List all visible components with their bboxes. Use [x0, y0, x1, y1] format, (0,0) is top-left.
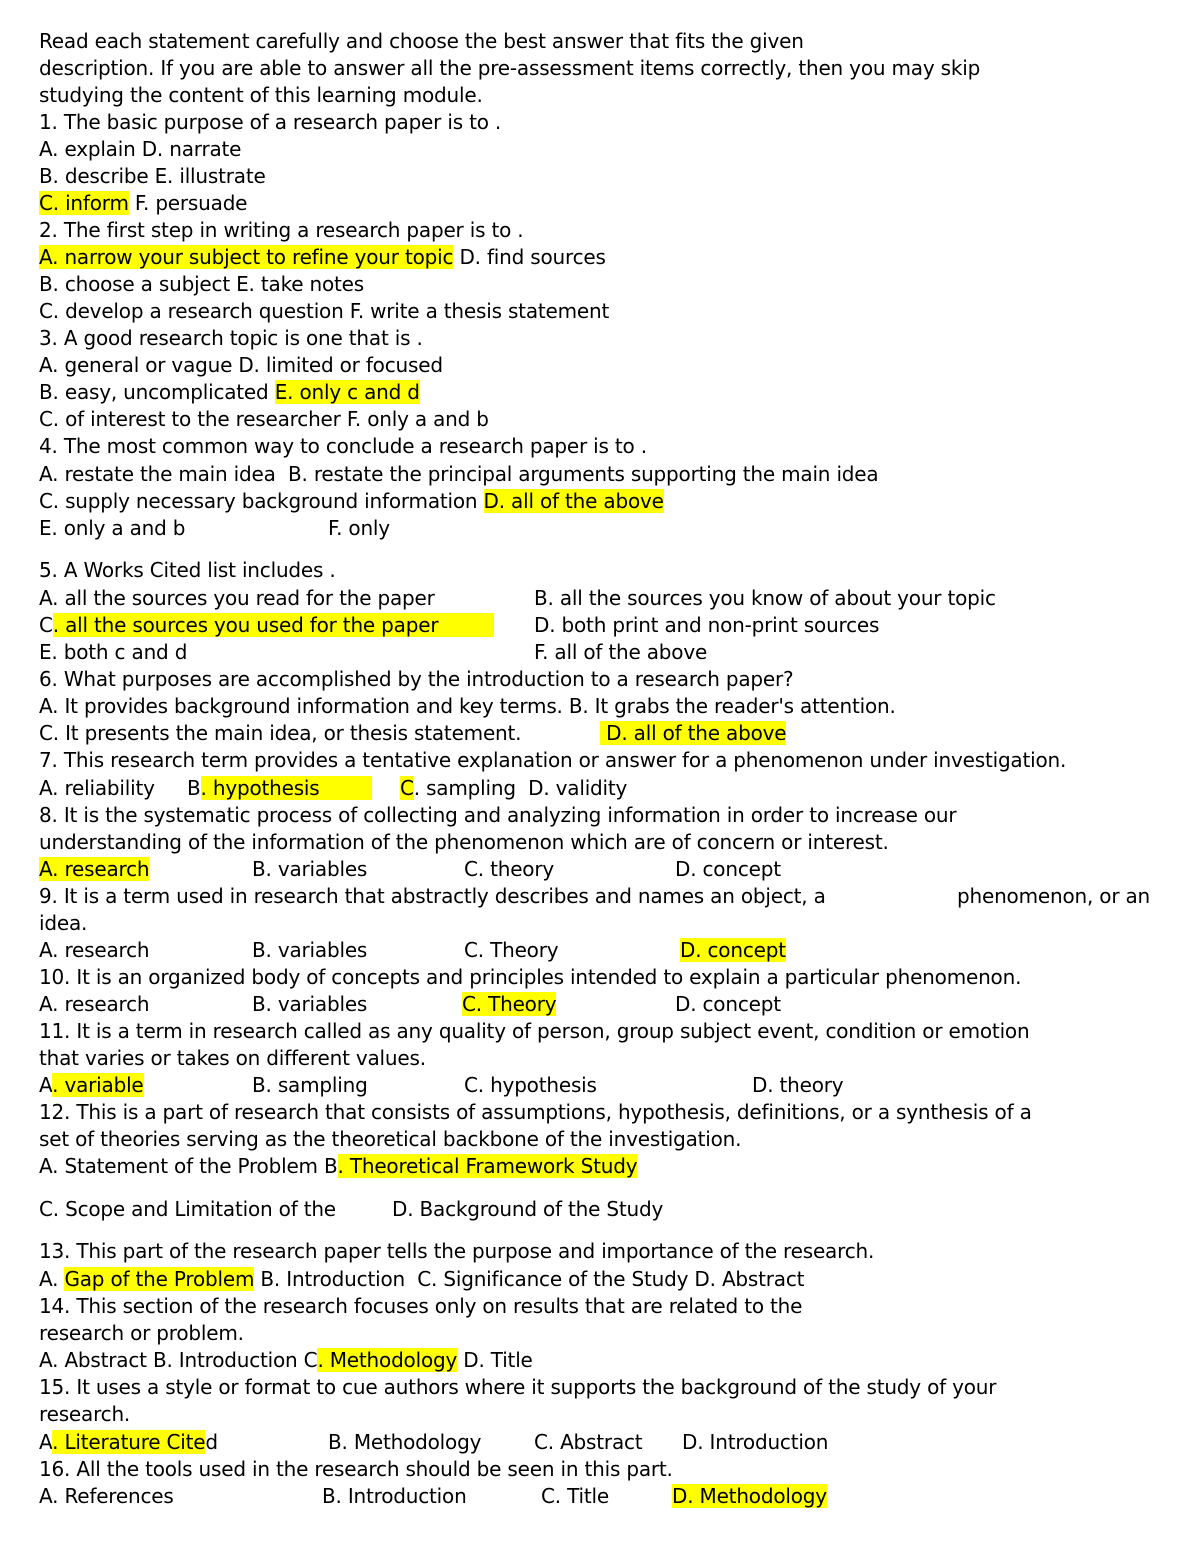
q5-option-c [39, 613, 494, 637]
q9-option-b: B. variables [252, 938, 368, 962]
q8-option-d: D. concept [675, 857, 781, 881]
q7-option-c-d [400, 776, 627, 800]
q13-options-line [39, 1267, 804, 1291]
q15-answer-highlight: . Literature Cite [52, 1430, 206, 1454]
q5-answer-highlight: . all the sources you used for the paper [53, 613, 495, 637]
q7-option-c-rest: . sampling D. validity [413, 776, 628, 800]
intro-line-3: studying the content of this learning module. [39, 83, 483, 107]
q11-stem-line-2: that varies or takes on different values. [39, 1046, 426, 1070]
q12-option-a: A. Statement of the Problem B [39, 1154, 338, 1178]
q14-options-a-b-c: A. Abstract B. Introduction C [39, 1348, 318, 1372]
q13-answer-highlight: Gap of the Problem [64, 1267, 255, 1291]
q6-stem: 6. What purposes are accomplished by the introduction to a research paper? [39, 667, 794, 691]
q11-answer-highlight: . variable [52, 1073, 144, 1097]
q16-option-a: A. References [39, 1484, 174, 1508]
q8-option-c: C. theory [464, 857, 554, 881]
q1-options-line-1: A. explain D. narrate [39, 137, 242, 161]
q5-option-b: B. all the sources you know of about your topic [534, 586, 996, 610]
q12-options-line-1 [39, 1154, 637, 1178]
q14-stem-line-1: 14. This section of the research focuses only on results that are related to the [39, 1294, 803, 1318]
q5-option-e: E. both c and d [39, 640, 188, 664]
q5-option-c-letter: C [39, 613, 53, 637]
q10-option-a: A. research [39, 992, 150, 1016]
intro-line-1: Read each statement carefully and choose the best answer that fits the given [39, 29, 804, 53]
q1-answer-highlight: C. inform [39, 191, 129, 215]
q5-option-d: D. both print and non-print sources [534, 613, 880, 637]
q5-option-a: A. all the sources you read for the paper [39, 586, 435, 610]
q2-options-line-3: C. develop a research question F. write a thesis statement [39, 299, 610, 323]
q12-stem-line-2: set of theories serving as the theoretical backbone of the investigation. [39, 1127, 742, 1151]
q11-option-d: D. theory [752, 1073, 844, 1097]
q12-stem-line-1: 12. This is a part of research that consists of assumptions, hypothesis, definitions, or a synthesis of a [39, 1100, 1032, 1124]
q7-stem: 7. This research term provides a tentative explanation or answer for a phenomenon under investigation. [39, 748, 1067, 772]
q12-option-c: C. Scope and Limitation of the [39, 1197, 336, 1221]
q16-stem: 16. All the tools used in the research should be seen in this part. [39, 1457, 673, 1481]
q11-option-a-letter: A [39, 1073, 53, 1097]
q14-option-d: D. Title [457, 1348, 533, 1372]
q10-option-d: D. concept [675, 992, 781, 1016]
q16-option-c: C. Title [541, 1484, 609, 1508]
q3-answer-highlight: E. only c and d [274, 380, 420, 404]
q2-answer-highlight: A. narrow your subject to refine your topic [39, 245, 454, 269]
q1-option-f: F. persuade [128, 191, 248, 215]
q9-stem-part-2: phenomenon, or an [957, 884, 1151, 908]
q9-option-c: C. Theory [464, 938, 559, 962]
q11-option-b: B. sampling [252, 1073, 368, 1097]
q4-answer-highlight: D. all of the above [483, 489, 664, 513]
q7-option-a: A. reliability [39, 776, 155, 800]
intro-line-2: description. If you are able to answer all the pre-assessment items correctly, then you may skip [39, 56, 981, 80]
q2-options-line-1 [39, 245, 606, 269]
q7-option-c-letter: C [400, 776, 414, 800]
q5-stem: 5. A Works Cited list includes . [39, 558, 336, 582]
q14-options-line [39, 1348, 533, 1372]
q15-option-a-letter: A [39, 1430, 53, 1454]
q3-stem: 3. A good research topic is one that is . [39, 326, 423, 350]
q10-stem: 10. It is an organized body of concepts and principles intended to explain a particular phenomenon. [39, 965, 1022, 989]
q15-stem-line-2: research. [39, 1402, 131, 1426]
q2-option-d: D. find sources [453, 245, 606, 269]
q6-answer-highlight: D. all of the above [600, 721, 787, 745]
q4-options-line-1: A. restate the main idea B. restate the principal arguments supporting the main idea [39, 462, 879, 486]
q13-option-a-letter: A. [39, 1267, 65, 1291]
q2-options-line-2: B. choose a subject E. take notes [39, 272, 364, 296]
q1-options-line-2: B. describe E. illustrate [39, 164, 266, 188]
q15-option-d: D. Introduction [682, 1430, 829, 1454]
q11-option-c: C. hypothesis [464, 1073, 597, 1097]
q8-answer-highlight: A. research [39, 857, 150, 881]
q8-option-b: B. variables [252, 857, 368, 881]
q3-options-line-3: C. of interest to the researcher F. only a and b [39, 407, 489, 431]
q11-stem-line-1: 11. It is a term in research called as any quality of person, group subject event, condition or emotion [39, 1019, 1030, 1043]
q7-option-b [187, 776, 372, 800]
q10-option-b: B. variables [252, 992, 368, 1016]
q13-stem: 13. This part of the research paper tells the purpose and importance of the research. [39, 1239, 875, 1263]
q12-option-d: D. Background of the Study [392, 1197, 664, 1221]
q4-stem: 4. The most common way to conclude a research paper is to . [39, 434, 647, 458]
q16-answer-highlight: D. Methodology [672, 1484, 827, 1508]
q4-option-f: F. only [328, 516, 390, 540]
q8-stem-line-1: 8. It is the systematic process of collecting and analyzing information in order to increase our [39, 803, 957, 827]
q15-stem-line-1: 15. It uses a style or format to cue authors where it supports the background of the study of your [39, 1375, 997, 1399]
q15-option-c: C. Abstract [534, 1430, 643, 1454]
q9-stem-part-1: 9. It is a term used in research that abstractly describes and names an object, a [39, 884, 826, 908]
q7-answer-highlight: . hypothesis [201, 776, 372, 800]
q3-options-line-2 [39, 380, 420, 404]
q15-option-a-tail: d [205, 1430, 218, 1454]
q1-stem: 1. The basic purpose of a research paper is to . [39, 110, 502, 134]
q6-options-line-1: A. It provides background information and key terms. B. It grabs the reader's attention. [39, 694, 896, 718]
q4-option-e: E. only a and b [39, 516, 186, 540]
q1-options-line-3 [39, 191, 247, 215]
q13-other-options: B. Introduction C. Significance of the Study D. Abstract [254, 1267, 805, 1291]
q11-option-a [39, 1073, 144, 1097]
q14-stem-line-2: research or problem. [39, 1321, 244, 1345]
q7-option-b-letter: B [187, 776, 201, 800]
q4-options-line-2 [39, 489, 664, 513]
q10-answer-highlight: C. Theory [462, 992, 557, 1016]
q9-stem-line-2: idea. [39, 911, 88, 935]
q9-answer-highlight: D. concept [680, 938, 786, 962]
q6-option-c: C. It presents the main idea, or thesis statement. [39, 721, 522, 745]
q15-option-a [39, 1430, 218, 1454]
q14-answer-highlight: . Methodology [317, 1348, 458, 1372]
q16-option-b: B. Introduction [322, 1484, 467, 1508]
q3-option-b: B. easy, uncomplicated [39, 380, 275, 404]
q12-answer-highlight: . Theoretical Framework Study [337, 1154, 638, 1178]
q5-option-f: F. all of the above [534, 640, 708, 664]
q8-stem-line-2: understanding of the information of the phenomenon which are of concern or interest. [39, 830, 889, 854]
q15-option-b: B. Methodology [328, 1430, 482, 1454]
q4-option-c: C. supply necessary background information [39, 489, 484, 513]
q2-stem: 2. The first step in writing a research paper is to . [39, 218, 524, 242]
q9-option-a: A. research [39, 938, 150, 962]
q3-options-line-1: A. general or vague D. limited or focused [39, 353, 443, 377]
